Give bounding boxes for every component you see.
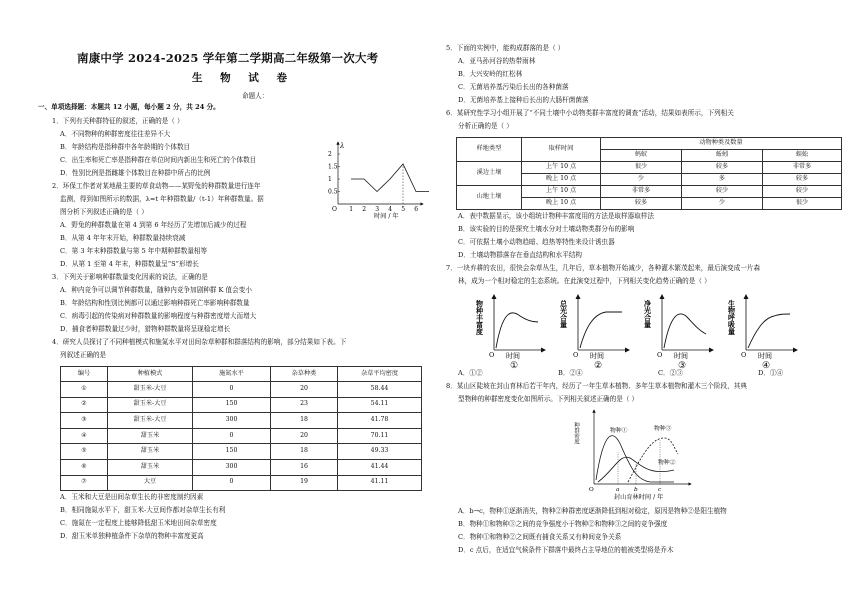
q3-option-b: B．年龄结构和性别比例都可以通过影响种群死亡率影响种群数量 xyxy=(60,299,250,307)
q7-option-d: D．①④ xyxy=(758,369,784,377)
y-arrow-icon xyxy=(576,294,581,299)
table-header: 蚯蚓 xyxy=(682,150,763,162)
q8-graph xyxy=(574,408,694,500)
table-cell: ① xyxy=(61,382,108,398)
q4-option-b: B．相同施氮水平下，甜玉米-大豆间作都对杂草生长有利 xyxy=(60,506,226,514)
q2-option-c: C．第 3 年末种群数量与第 5 年中期种群数量相等 xyxy=(60,247,208,255)
q4-stem: 列叙述正确的是 xyxy=(60,351,107,359)
y-tick-label: 0.5 xyxy=(328,188,338,196)
q4-option-a: A．玉米和大豆是田间杂草生长的非密度制约因素 xyxy=(60,493,204,501)
exam-title: 南康中学 2024-2025 学年第二学期高二年级第一次大考 xyxy=(77,51,379,65)
q8-option-d: D．c 点后，在适宜气候条件下群落中最终占主导地位的植被类型将是乔木 xyxy=(458,546,674,554)
q6-option-a: A．表中数据显示，该小组统计物种丰富度用的方法是取样器取样法 xyxy=(458,212,654,220)
table-cell: ④ xyxy=(61,428,108,444)
q3-stem: 3．下列关于影响种群数量变化因素的说法，正确的是 xyxy=(52,273,208,281)
graph-number: ② xyxy=(594,361,603,371)
table-cell: 23 xyxy=(271,397,338,413)
table-row xyxy=(61,397,422,413)
x-tick-label: b xyxy=(634,487,638,493)
q7-option-b: B．②④ xyxy=(558,369,583,377)
q4-option-d: D．甜玉米单独种植条件下杂草的物种丰富度更高 xyxy=(60,532,204,540)
table-header: 杂草种类 xyxy=(271,367,338,382)
table-header: 蚂蚁 xyxy=(601,150,682,162)
x-arrow-icon xyxy=(541,348,546,353)
q8-stem: 型物种的种群密度变化如图所示。下列相关叙述正确的是（ ） xyxy=(458,395,639,403)
q5-option-d: D．无菌培养基上接种后长出的大肠杆菌菌落 xyxy=(458,96,589,104)
q6-option-d: D．土壤动物群落存在垂直结构和水平结构 xyxy=(458,251,582,259)
trend-curve xyxy=(496,313,538,348)
q4-table xyxy=(60,366,422,491)
y-arrow-icon xyxy=(660,294,665,299)
trend-graph xyxy=(476,294,547,371)
q2-line: 监测，得到如图所示的数据，λ=t 年种群数量/（t-1）年种群数量。据 xyxy=(60,195,264,203)
q5-stem: 5．下面的实例中，能构成群落的是（ ） xyxy=(446,44,565,52)
x-tick-label: 6 xyxy=(414,206,419,213)
y-axis-label: 生物呼吸量 xyxy=(727,300,737,335)
x-axis-label: 时间 xyxy=(674,352,688,360)
table-cell: 甜玉米-大豆 xyxy=(108,382,193,398)
q2-line: 2．环保工作者对某地最主要的草食动物——某野兔的种群数量进行连年 xyxy=(52,182,261,190)
table-cell: 溪边土壤 xyxy=(457,162,522,186)
table-cell: 较多 xyxy=(682,162,763,174)
y-arrow-icon xyxy=(492,294,497,299)
q1-option-a: A．不同物种的种群密度往往差异不大 xyxy=(60,130,171,138)
y-arrow-icon xyxy=(744,294,749,299)
table-row xyxy=(61,382,422,398)
q1-option-b: B．年龄结构是指种群中各年龄期的个体数目 xyxy=(60,143,191,151)
table-cell: 上午 10 点 xyxy=(522,186,601,198)
species-3-label: 物种③ xyxy=(654,426,672,432)
table-header: 编号 xyxy=(61,367,108,382)
table-cell: 少 xyxy=(601,174,682,186)
q2-line: 图分析下列叙述正确的是（ ） xyxy=(60,208,148,216)
lambda-chart xyxy=(326,140,426,222)
q1-stem: 1．下列有关种群特征的叙述，正确的是（ ） xyxy=(52,117,184,125)
table-row xyxy=(61,428,422,444)
q4-option-c: C．施氮在一定程度上能够降低甜玉米地田间杂草密度 xyxy=(60,519,217,527)
table-cell: 300 xyxy=(193,413,271,429)
table-cell: 较少 xyxy=(763,186,842,198)
table-cell: 多 xyxy=(682,174,763,186)
species-2-label: 物种② xyxy=(658,460,676,466)
table-cell: 41.78 xyxy=(338,413,422,429)
y-tick-label: 1 xyxy=(328,176,332,183)
q2-option-b: B．从第 4 年年末开始，种群数量持续衰减 xyxy=(60,234,186,242)
table-cell: 非常多 xyxy=(601,186,682,198)
table-cell: 上午 10 点 xyxy=(522,162,601,174)
table-cell: 甜玉米 xyxy=(108,428,193,444)
table-cell: ⑤ xyxy=(61,444,108,460)
author-label: 命题人： xyxy=(242,92,269,100)
table-cell: 非常多 xyxy=(763,162,842,174)
exam-subtitle: 生 物 试 卷 xyxy=(192,72,294,84)
table-cell: 晚上 10 点 xyxy=(522,174,601,186)
table-cell: 很少 xyxy=(763,198,842,210)
x-axis-label: 时间 / 年 xyxy=(374,213,399,220)
table-cell: 很少 xyxy=(601,162,682,174)
x-axis-label: 时间 xyxy=(590,352,604,360)
origin-label: O xyxy=(489,351,495,359)
table-cell: 41.44 xyxy=(338,459,422,475)
table-cell: 甜玉米 xyxy=(108,459,193,475)
x-tick-label: 2 xyxy=(362,206,367,213)
trend-curve xyxy=(748,314,790,348)
table-cell: 0 xyxy=(193,382,271,398)
table-cell: 甜玉米-大豆 xyxy=(108,413,193,429)
q3-option-a: A．种内竞争可以调节种群数量，随种内竞争加剧种群 K 值会变小 xyxy=(60,286,252,294)
table-header: 施氮水平 xyxy=(193,367,271,382)
y-axis-label: 种群密度 xyxy=(573,422,579,444)
table-row xyxy=(61,459,422,475)
table-header: 种植模式 xyxy=(108,367,193,382)
q7-option-a: A．①② xyxy=(458,369,483,377)
table-cell: 19 xyxy=(271,475,338,491)
y-axis-label: λ xyxy=(340,142,345,150)
x-axis-label: 时间 xyxy=(506,352,520,360)
table-cell: 20 xyxy=(271,382,338,398)
section-heading: 一、单项选择题：本题共 12 小题，每小题 2 分，共 24 分。 xyxy=(38,103,220,111)
table-cell: 70.11 xyxy=(338,428,422,444)
q8-stem: 8．某山区陡坡在封山育林后若干年内，经历了一年生草本植物、多年生草本植物和灌木三个阶段，其典 xyxy=(446,382,747,390)
table-cell: ② xyxy=(61,397,108,413)
x-axis-label: 时间 xyxy=(758,352,772,360)
table-cell: 甜玉米-大豆 xyxy=(108,397,193,413)
table-cell: 150 xyxy=(193,444,271,460)
y-tick-label: 1.5 xyxy=(328,163,338,171)
graph-number: ④ xyxy=(762,361,771,371)
q6-stem: 分析正确的是（ ） xyxy=(458,122,513,130)
origin-label: O xyxy=(332,206,337,213)
x-arrow-icon xyxy=(793,348,798,353)
table-cell: 0 xyxy=(193,475,271,491)
q8-option-b: B．物种①和物种③之间的竞争强度小于物种②和物种③之间的竞争强度 xyxy=(458,520,668,528)
table-cell: ⑥ xyxy=(61,459,108,475)
table-cell: ③ xyxy=(61,413,108,429)
table-row xyxy=(61,475,422,491)
species-1-curve xyxy=(596,436,674,482)
table-header: 取样时间 xyxy=(522,138,601,162)
table-row xyxy=(61,413,422,429)
q4-stem: 4．研究人员探讨了不同种植模式和施氮水平对田间杂草种群和群落结构的影响，部分结果如下表。下 xyxy=(52,338,347,346)
table-cell: 甜玉米 xyxy=(108,444,193,460)
origin-label: O xyxy=(741,351,747,359)
q6-table xyxy=(456,137,842,210)
q1-option-d: D．性别比例是指雌雄个体数目在种群中所占的比例 xyxy=(60,169,211,177)
table-cell: 0 xyxy=(193,428,271,444)
table-cell: ⑦ xyxy=(61,475,108,491)
x-arrow-icon xyxy=(625,348,630,353)
table-cell: 18 xyxy=(271,444,338,460)
trend-graph xyxy=(559,294,630,371)
table-cell: 较少 xyxy=(682,186,763,198)
table-cell: 54.11 xyxy=(338,397,422,413)
table-cell: 少 xyxy=(682,198,763,210)
origin-label: O xyxy=(573,351,579,359)
trend-curve xyxy=(664,314,706,348)
table-row xyxy=(61,444,422,460)
q5-option-a: A．亚马孙河谷的热带雨林 xyxy=(458,57,536,65)
species-1-label: 物种① xyxy=(610,428,628,434)
x-tick-label: a xyxy=(616,487,620,493)
table-cell: 49.33 xyxy=(338,444,422,460)
q7-stem: 林，成为一个相对稳定的生态系统。在此演变过程中，下列相关变化趋势正确的是（ ） xyxy=(458,277,711,285)
table-cell: 150 xyxy=(193,397,271,413)
table-header: 蜈蚣 xyxy=(763,150,842,162)
q5-option-b: B．大兴安岭的红松林 xyxy=(458,70,523,78)
graph-number: ③ xyxy=(678,361,687,371)
q5-option-c: C．无菌培养基污染后长出的各种菌落 xyxy=(458,83,569,91)
x-tick-label: O xyxy=(589,487,594,493)
table-cell: 16 xyxy=(271,459,338,475)
q7-option-c: C．②③ xyxy=(658,369,683,377)
q3-option-d: D．捕食者种群数量过少时，猎物种群数量将呈现稳定增长 xyxy=(60,325,231,333)
table-cell: 较多 xyxy=(763,174,842,186)
q2-option-a: A．野兔的种群数量在第 4 到第 6 年经历了先增加后减少的过程 xyxy=(60,221,247,229)
q6-option-c: C．可依据土壤小动物趋暗、趋热等特性来设计诱虫器 xyxy=(458,238,615,246)
x-tick-label: 1 xyxy=(349,206,354,213)
y-axis-label: 总光合量 xyxy=(559,300,569,328)
y-axis-label: 物种丰富度 xyxy=(475,300,485,335)
trend-graph xyxy=(643,294,714,371)
table-header: 杂草平均密度 xyxy=(338,367,422,382)
trend-curve xyxy=(580,312,622,348)
table-cell: 晚上 10 点 xyxy=(522,198,601,210)
q7-stem: 7．一块弃耕的农田，很快会杂草丛生，几年后，草本植物开始减少，各种灌木繁茂起来，最后演变成一片森 xyxy=(446,264,761,272)
q6-option-b: B．该实验的目的是探究土壤水分对土壤动物类群分布的影响 xyxy=(458,225,635,233)
series-line xyxy=(351,164,429,192)
table-cell: 300 xyxy=(193,459,271,475)
x-arrow-icon xyxy=(709,348,714,353)
x-tick-label: 4 xyxy=(388,206,393,213)
x-tick-label: c xyxy=(658,487,662,493)
trend-graph xyxy=(727,294,798,371)
y-tick-label: 2 xyxy=(328,151,332,158)
q3-option-c: C．病毒引起的传染病对种群数量的影响程度与种群密度增大而增大 xyxy=(60,312,257,320)
table-header: 动物种类及数量 xyxy=(601,138,842,150)
q7-graphs xyxy=(474,290,804,370)
table-cell: 18 xyxy=(271,413,338,429)
q6-stem: 6．某研究性学习小组开展了“不同土壤中小动物类群丰富度的调查”活动，结果如表所示，下列相关 xyxy=(446,109,734,117)
graph-number: ① xyxy=(510,361,519,371)
x-axis-label: 封山育林时间 / 年 xyxy=(614,494,664,501)
table-cell: 山地土壤 xyxy=(457,186,522,210)
table-header: 样地类型 xyxy=(457,138,522,162)
table-cell: 大豆 xyxy=(108,475,193,491)
table-cell: 58.44 xyxy=(338,382,422,398)
table-cell: 41.11 xyxy=(338,475,422,491)
origin-label: O xyxy=(657,351,663,359)
x-tick-label: 3 xyxy=(375,206,380,213)
q2-option-d: D．从第 1 至第 4 年末，种群数量呈“S”形增长 xyxy=(60,260,199,268)
x-tick-label: 5 xyxy=(401,206,406,213)
table-cell: 较多 xyxy=(601,198,682,210)
q8-option-a: A．b→c，物种①逐渐消失，物种②种群密度逐渐降低到相对稳定，原因是物种②是阳生植物 xyxy=(458,507,727,515)
q8-option-c: C．物种①和物种②之间既有捕食关系又有种间竞争关系 xyxy=(458,533,622,541)
table-cell: 20 xyxy=(271,428,338,444)
y-axis-label: 净光合量 xyxy=(643,300,653,328)
q1-option-c: C．出生率和死亡率是指种群在单位时间内新出生和死亡的个体数目 xyxy=(60,156,257,164)
